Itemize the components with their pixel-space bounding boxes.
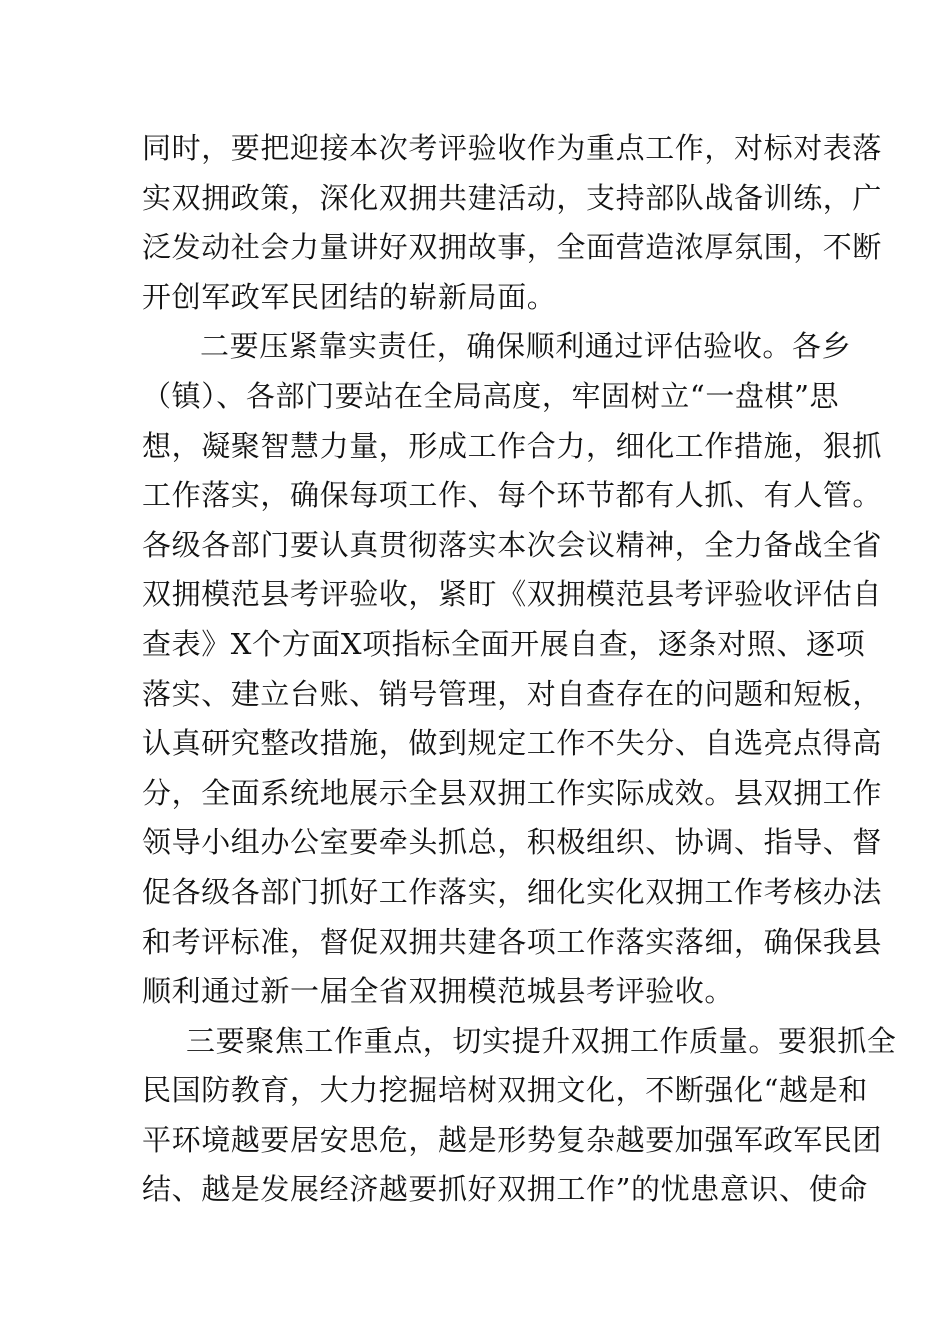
text-line: 双拥模范县考评验收，紧盯《双拥模范县考评验收评估自 — [142, 577, 883, 612]
text-line: 工作落实，确保每项工作、每个环节都有人抓、有人管。 — [142, 478, 883, 513]
text-line: 实双拥政策，深化双拥共建活动，支持部队战备训练，广 — [142, 180, 883, 215]
text-line: 开创军政军民团结的崭新局面。 — [142, 279, 557, 314]
text-line: 分，全面系统地展示全县双拥工作实际成效。县双拥工作 — [142, 775, 883, 810]
text-line: 三要聚焦工作重点，切实提升双拥工作质量。要狠抓全 — [186, 1023, 897, 1058]
text-line: 查表》X个方面X项指标全面开展自查，逐条对照、逐项 — [142, 626, 866, 661]
paragraph-2 — [142, 322, 883, 1016]
text-line: 泛发动社会力量讲好双拥故事，全面营造浓厚氛围，不断 — [142, 230, 883, 265]
text-line: 民国防教育，大力挖掘培树双拥文化，不断强化“越是和 — [142, 1073, 868, 1108]
text-line: 认真研究整改措施，做到规定工作不失分、自选亮点得高 — [142, 726, 883, 761]
text-line: 二要压紧靠实责任，确保顺利通过评估验收。各乡 — [200, 329, 852, 364]
paragraph-3 — [142, 1017, 897, 1215]
document-body — [142, 124, 897, 1215]
text-line: （镇）、各部门要站在全局高度，牢固树立“一盘棋”思 — [142, 378, 840, 413]
text-line: 落实、建立台账、销号管理，对自查存在的问题和短板， — [142, 676, 883, 711]
text-line: 各级各部门要认真贯彻落实本次会议精神，全力备战全省 — [142, 527, 883, 562]
text-line: 和考评标准，督促双拥共建各项工作落实落细，确保我县 — [142, 924, 883, 959]
text-line: 平环境越要居安思危，越是形势复杂越要加强军政军民团 — [142, 1122, 883, 1157]
text-line: 想，凝聚智慧力量，形成工作合力，细化工作措施，狠抓 — [142, 428, 883, 463]
text-line: 结、越是发展经济越要抓好双拥工作”的忧患意识、使命 — [142, 1172, 868, 1207]
text-line: 同时，要把迎接本次考评验收作为重点工作，对标对表落 — [142, 131, 883, 165]
text-line: 领导小组办公室要牵头抓总，积极组织、协调、指导、督 — [142, 825, 883, 860]
text-line: 顺利通过新一届全省双拥模范城县考评验收。 — [142, 974, 735, 1009]
paragraph-1 — [142, 124, 883, 322]
text-line: 促各级各部门抓好工作落实，细化实化双拥工作考核办法 — [142, 874, 883, 909]
